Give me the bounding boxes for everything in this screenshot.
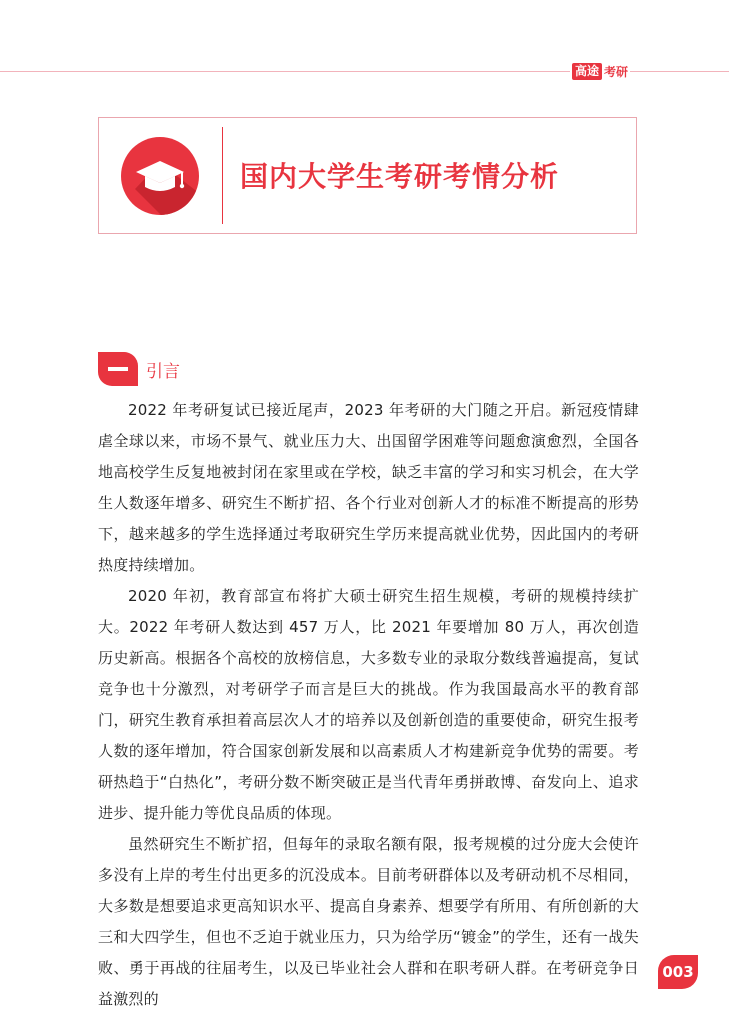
brand-logo-text: 考研: [604, 64, 629, 79]
section-number-badge: [98, 352, 138, 386]
brand-logo-mark: 高途: [572, 63, 602, 80]
graduation-cap-icon: [121, 137, 199, 215]
title-divider: [222, 127, 223, 224]
section-number-mark: [108, 367, 128, 371]
title-banner: [98, 117, 637, 234]
paragraph: 2022 年考研复试已接近尾声，2023 年考研的大门随之开启。新冠疫情肆虐全球以来，市场不景气、就业压力大、出国留学困难等问题愈演愈烈，全国各地高校学生反复地被封闭在家里或在学校，缺乏丰富的学习和实习机会，在大学生人数逐年增多、研究生不断扩招、各个行业对创新人才的标准不断提高的形势下，越来越多的学生选择通过考取研究生学历来提高就业优势，因此国内的考研热度持续增加。: [98, 401, 639, 574]
paragraph: 虽然研究生不断扩招，但每年的录取名额有限，报考规模的过分庞大会使许多没有上岸的考生付出更多的沉没成本。目前考研群体以及考研动机不尽相同，大多数是想要追求更高知识水平、提高自身素养、想要学有所用、有所创新的大三和大四学生，但也不乏迫于就业压力，只为给学历“镀金”的学生，还有一战失败、勇于再战的往届考生，以及已毕业社会人群和在职考研人群。在考研竞争日益激烈的: [98, 835, 639, 1008]
brand-logo: [570, 62, 630, 80]
page-title: 国内大学生考研考情分析: [240, 160, 560, 193]
body-text: [98, 395, 639, 1015]
paragraph: 2020 年初，教育部宣布将扩大硕士研究生招生规模，考研的规模持续扩大。2022 年考研人数达到 457 万人，比 2021 年要增加 80 万人，再次创造历史新高。根据各个高校的放榜信息，大多数专业的录取分数线普遍提高，复试竞争也十分激烈，对考研学子而言是巨大的挑战。作为我国最高水平的教育部门，研究生教育承担着高层次人才的培养以及创新创造的重要使命，研究生报考人数的逐年增加，符合国家创新发展和以高素质人才构建新竞争优势的需要。考研热趋于“白热化”，考研分数不断突破正是当代青年勇拼敢博、奋发向上、追求进步、提升能力等优良品质的体现。: [98, 587, 639, 822]
section-heading: [98, 352, 180, 386]
page-number: 003: [658, 955, 698, 989]
section-title: 引言: [146, 361, 180, 382]
